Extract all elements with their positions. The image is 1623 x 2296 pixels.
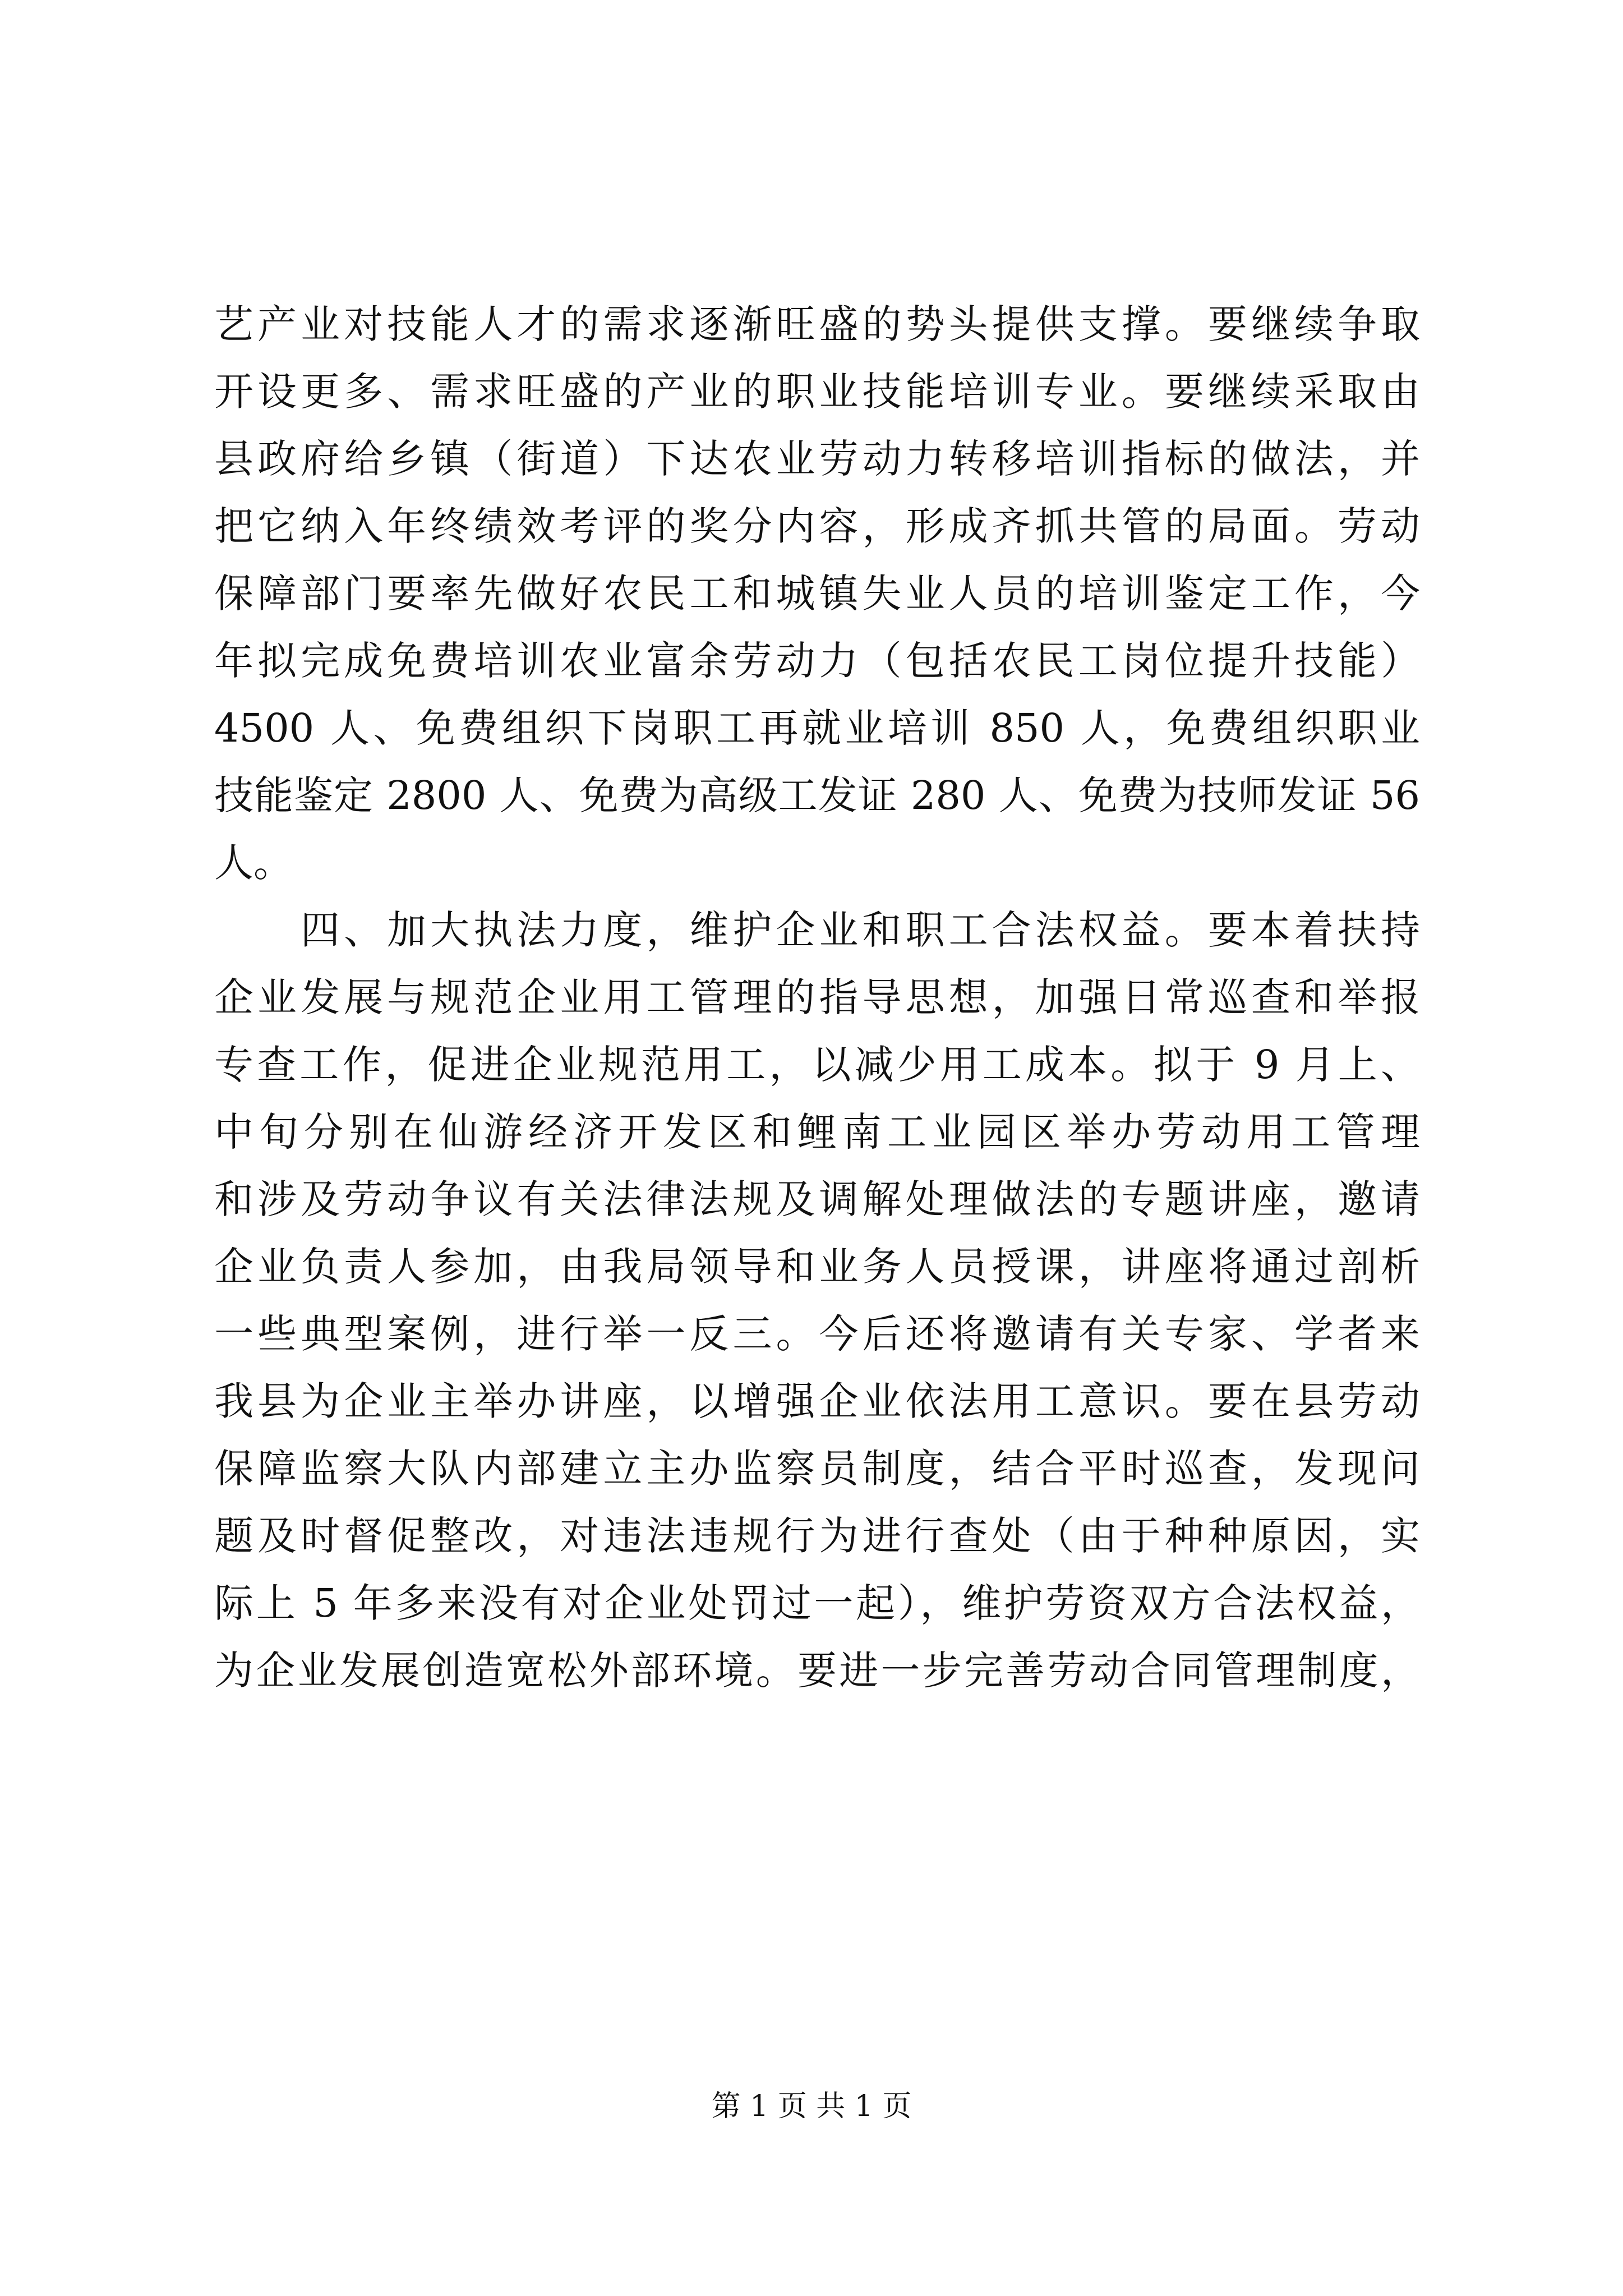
text-line: 县政府给乡镇（街道）下达农业劳动力转移培训指标的做法，并 (214, 436, 1420, 482)
text-line: 保障部门要率先做好农民工和城镇失业人员的培训鉴定工作，今 (214, 570, 1420, 616)
text-line: 专查工作，促进企业规范用工，以减少用工成本。拟于 9 月上、 (214, 1042, 1420, 1088)
text-line: 人。 (214, 840, 293, 886)
text-line: 一些典型案例，进行举一反三。今后还将邀请有关专家、学者来 (214, 1311, 1420, 1357)
text-line: 技能鉴定 2800 人、免费为高级工发证 280 人、免费为技师发证 56 (214, 772, 1420, 818)
text-line: 开设更多、需求旺盛的产业的职业技能培训专业。要继续采取由 (214, 369, 1420, 415)
text-line: 和涉及劳动争议有关法律法规及调解处理做法的专题讲座，邀请 (214, 1176, 1420, 1222)
text-line: 际上 5 年多来没有对企业处罚过一起），维护劳资双方合法权益， (214, 1580, 1420, 1626)
text-line: 我县为企业主举办讲座，以增强企业依法用工意识。要在县劳动 (214, 1378, 1420, 1424)
text-line: 把它纳入年终绩效考评的奖分内容，形成齐抓共管的局面。劳动 (214, 503, 1420, 549)
text-line: 保障监察大队内部建立主办监察员制度，结合平时巡查，发现问 (214, 1446, 1420, 1492)
text-line: 企业负责人参加，由我局领导和业务人员授课，讲座将通过剖析 (214, 1244, 1420, 1290)
text-line: 年拟完成免费培训农业富余劳动力（包括农民工岗位提升技能） (214, 638, 1420, 684)
text-line: 四、加大执法力度，维护企业和职工合法权益。要本着扶持 (301, 907, 1420, 953)
text-line: 企业发展与规范企业用工管理的指导思想，加强日常巡查和举报 (214, 974, 1420, 1020)
page-footer: 第 1 页 共 1 页 (711, 2090, 912, 2123)
text-line: 4500 人、免费组织下岗职工再就业培训 850 人，免费组织职业 (214, 705, 1420, 751)
text-line: 艺产业对技能人才的需求逐渐旺盛的势头提供支撑。要继续争取 (214, 301, 1420, 347)
text-line: 题及时督促整改，对违法违规行为进行查处（由于种种原因，实 (214, 1513, 1420, 1559)
text-line: 为企业发展创造宽松外部环境。要进一步完善劳动合同管理制度， (214, 1648, 1420, 1694)
document-body (214, 291, 1420, 1704)
text-line: 中旬分别在仙游经济开发区和鲤南工业园区举办劳动用工管理 (214, 1109, 1420, 1155)
